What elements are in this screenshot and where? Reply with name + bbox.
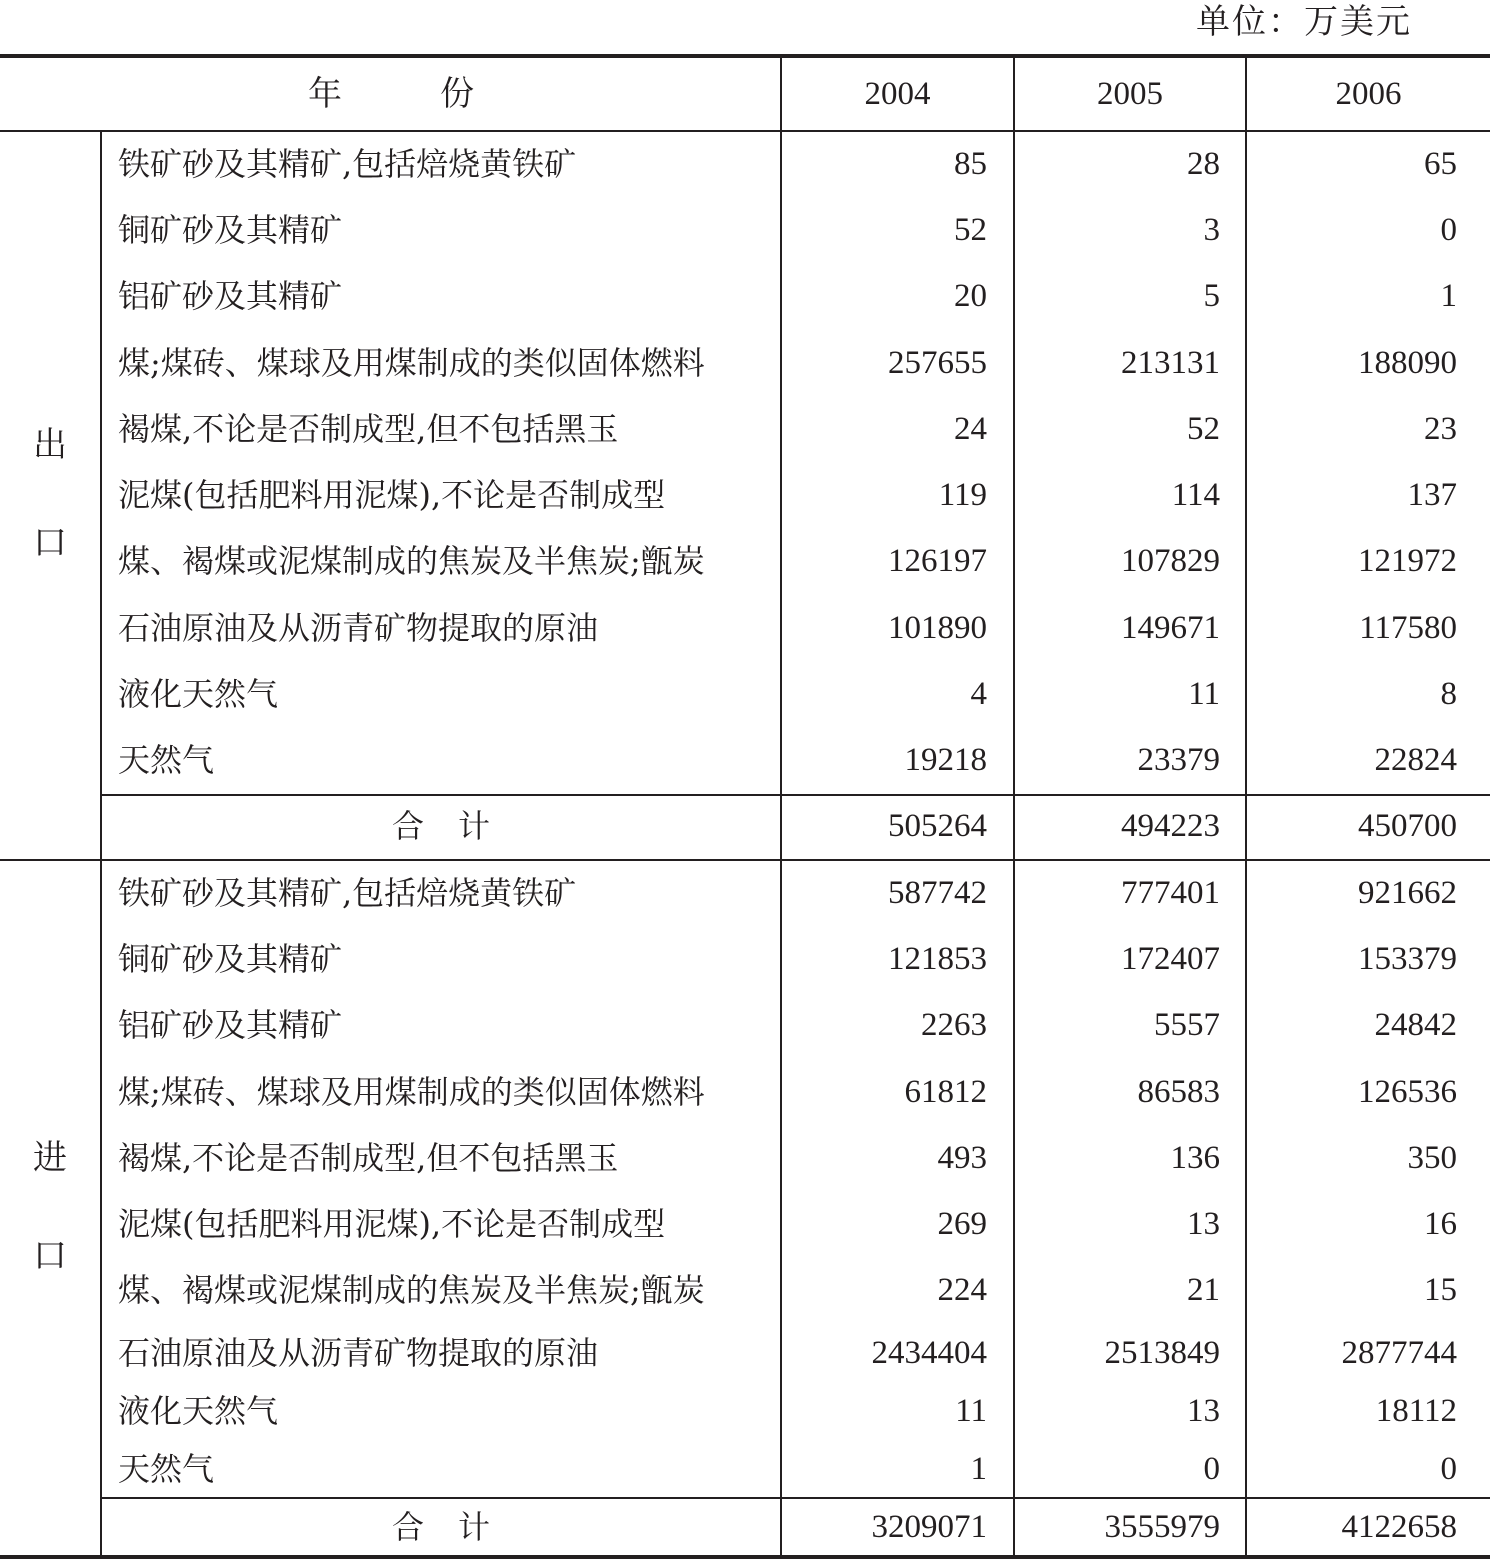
export-total-2005: 494223: [1121, 808, 1220, 844]
header-bottom-rule: [0, 130, 1490, 132]
row-label: 铝矿砂及其精矿: [118, 277, 343, 315]
row-label: 褐煤,不论是否制成型,但不包括黑玉: [118, 410, 619, 448]
row-label: 铁矿砂及其精矿,包括焙烧黄铁矿: [118, 874, 577, 912]
row-label: 煤、褐煤或泥煤制成的焦炭及半焦炭;甑炭: [118, 1271, 705, 1309]
row-label: 石油原油及从沥青矿物提取的原油: [118, 1334, 599, 1372]
import-side-label-2: 口: [33, 1236, 67, 1276]
value-2005: 213131: [1121, 345, 1220, 381]
value-2005: 5557: [1154, 1007, 1220, 1043]
value-2004: 19218: [904, 742, 987, 778]
row-label: 煤;煤砖、煤球及用煤制成的类似固体燃料: [118, 1073, 705, 1111]
import-total-2005: 3555979: [1104, 1509, 1220, 1545]
value-2005: 0: [1203, 1451, 1220, 1487]
value-2004: 126197: [888, 543, 987, 579]
row-label: 褐煤,不论是否制成型,但不包括黑玉: [118, 1139, 619, 1177]
value-2005: 13: [1187, 1393, 1220, 1429]
value-2004: 269: [937, 1206, 987, 1242]
bottom-rule: [0, 1555, 1490, 1559]
row-label: 煤;煤砖、煤球及用煤制成的类似固体燃料: [118, 344, 705, 382]
value-2005: 21: [1187, 1272, 1220, 1308]
value-2006: 2877744: [1341, 1335, 1457, 1371]
value-2005: 136: [1170, 1140, 1220, 1176]
row-label: 液化天然气: [118, 675, 279, 713]
row-label: 铝矿砂及其精矿: [118, 1006, 343, 1044]
export-total-2006: 450700: [1358, 808, 1457, 844]
row-label: 铜矿砂及其精矿: [118, 940, 343, 978]
value-2006: 137: [1407, 477, 1457, 513]
value-2004: 121853: [888, 941, 987, 977]
row-label: 液化天然气: [118, 1392, 279, 1430]
value-2005: 5: [1203, 278, 1220, 314]
value-2004: 224: [937, 1272, 987, 1308]
value-2004: 4: [970, 676, 987, 712]
value-2004: 2434404: [871, 1335, 987, 1371]
value-2005: 114: [1171, 477, 1220, 513]
value-2006: 0: [1440, 212, 1457, 248]
value-2006: 23: [1424, 411, 1457, 447]
value-2005: 13: [1187, 1206, 1220, 1242]
export-total-char-1: 合: [392, 807, 425, 845]
value-2004: 257655: [888, 345, 987, 381]
unit-label: 单位：万美元: [1196, 2, 1412, 42]
value-2004: 493: [937, 1140, 987, 1176]
value-2004: 85: [954, 146, 987, 182]
value-2006: 22824: [1374, 742, 1457, 778]
value-2006: 188090: [1358, 345, 1457, 381]
value-2006: 15: [1424, 1272, 1457, 1308]
side-column-rule: [100, 131, 102, 1557]
row-label: 天然气: [118, 741, 215, 779]
import-total-2004: 3209071: [871, 1509, 987, 1545]
import-total-char-1: 合: [392, 1508, 425, 1546]
value-2006: 24842: [1374, 1007, 1457, 1043]
row-label: 铁矿砂及其精矿,包括焙烧黄铁矿: [118, 145, 577, 183]
value-2004: 20: [954, 278, 987, 314]
value-2005: 149671: [1121, 610, 1220, 646]
header-year-2006: 2006: [1335, 76, 1402, 112]
year-header-char-1: 年: [308, 74, 342, 114]
row-label: 泥煤(包括肥料用泥煤),不论是否制成型: [118, 1205, 666, 1243]
value-2006: 121972: [1358, 543, 1457, 579]
row-label: 铜矿砂及其精矿: [118, 211, 343, 249]
value-2004: 1: [970, 1451, 987, 1487]
top-rule: [0, 54, 1490, 58]
value-2005: 11: [1188, 676, 1220, 712]
value-2005: 2513849: [1104, 1335, 1220, 1371]
value-2005: 172407: [1121, 941, 1220, 977]
export-side-label-2: 口: [33, 523, 67, 563]
value-2006: 18112: [1375, 1393, 1457, 1429]
row-label: 天然气: [118, 1450, 215, 1488]
value-2005: 86583: [1137, 1074, 1220, 1110]
row-label: 石油原油及从沥青矿物提取的原油: [118, 609, 599, 647]
value-2004: 61812: [904, 1074, 987, 1110]
value-2004: 2263: [921, 1007, 987, 1043]
value-2006: 350: [1407, 1140, 1457, 1176]
import-total-top-rule: [101, 1497, 1490, 1499]
value-2006: 153379: [1358, 941, 1457, 977]
value-2005: 777401: [1121, 875, 1220, 911]
import-total-char-2: 计: [458, 1508, 491, 1546]
value-2006: 8: [1440, 676, 1457, 712]
value-2005: 28: [1187, 146, 1220, 182]
value-2006: 1: [1440, 278, 1457, 314]
year-header-char-2: 份: [440, 74, 474, 114]
value-2004: 11: [955, 1393, 987, 1429]
export-total-2004: 505264: [888, 808, 987, 844]
row-label: 泥煤(包括肥料用泥煤),不论是否制成型: [118, 476, 666, 514]
value-2005: 52: [1187, 411, 1220, 447]
value-2006: 117580: [1359, 610, 1457, 646]
value-2006: 126536: [1358, 1074, 1457, 1110]
value-2006: 0: [1440, 1451, 1457, 1487]
value-2004: 52: [954, 212, 987, 248]
export-side-label-1: 出: [33, 425, 67, 465]
import-side-label-1: 进: [33, 1138, 67, 1178]
year-header: [0, 74, 780, 114]
value-2006: 921662: [1358, 875, 1457, 911]
value-2006: 16: [1424, 1206, 1457, 1242]
value-2004: 24: [954, 411, 987, 447]
value-2005: 3: [1203, 212, 1220, 248]
value-2005: 107829: [1121, 543, 1220, 579]
value-2004: 101890: [888, 610, 987, 646]
section-divider-rule: [0, 859, 1490, 861]
export-total-char-2: 计: [458, 807, 491, 845]
header-year-2004: 2004: [864, 76, 931, 112]
value-2005: 23379: [1137, 742, 1220, 778]
value-2004: 119: [938, 477, 987, 513]
value-2006: 65: [1424, 146, 1457, 182]
header-year-2005: 2005: [1097, 76, 1163, 112]
import-total-2006: 4122658: [1341, 1509, 1457, 1545]
value-2004: 587742: [888, 875, 987, 911]
export-total-top-rule: [101, 794, 1490, 796]
row-label: 煤、褐煤或泥煤制成的焦炭及半焦炭;甑炭: [118, 542, 705, 580]
